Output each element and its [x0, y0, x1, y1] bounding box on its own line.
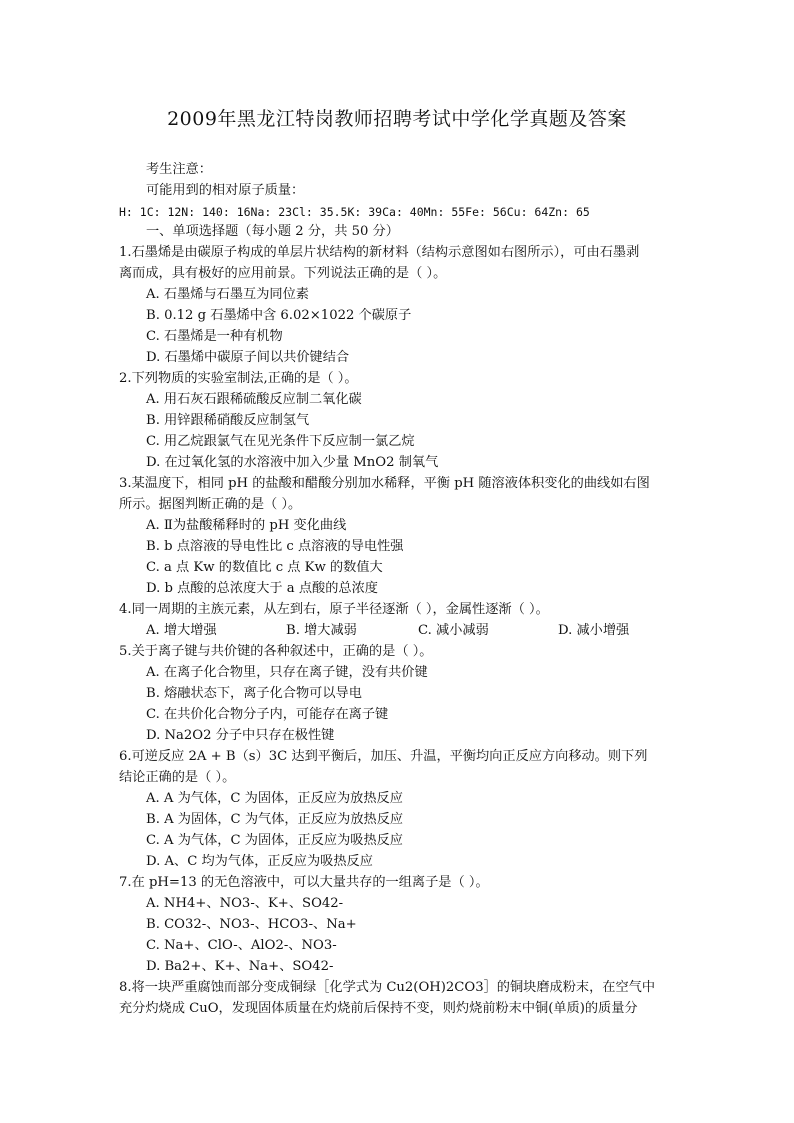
question-2-option-d: D. 在过氧化氢的水溶液中加入少量 MnO2 制氧气 — [146, 455, 439, 470]
notice-label: 考生注意： — [146, 162, 212, 177]
question-5-option-d: D. Na2O2 分子中只存在极性键 — [146, 728, 335, 743]
atomic-mass-values: H: 1C: 12N: 140: 16Na: 23Cl: 35.5K: 39Ca: 40Mn: 55Fe: 56Cu: 64Zn: 65 — [119, 205, 590, 219]
question-1-option-d: D. 石墨烯中碳原子间以共价键结合 — [146, 350, 350, 365]
question-8-stem-line-2: 充分灼烧成 CuO，发现固体质量在灼烧前后保持不变，则灼烧前粉末中铜(单质)的质量分 — [119, 1001, 638, 1016]
question-5-stem: 5.关于离子键与共价键的各种叙述中，正确的是（ ）。 — [119, 644, 433, 659]
question-3-stem-line-1: 3.某温度下，相同 pH 的盐酸和醋酸分别加水稀释，平衡 pH 随溶液体积变化的曲线如右图 — [119, 476, 650, 491]
question-4-option-c: C. 减小减弱 — [418, 623, 489, 638]
question-4-stem: 4.同一周期的主族元素，从左到右，原子半径逐渐（ ），金属性逐渐（ ）。 — [119, 602, 549, 617]
question-6-option-d: D. A、C 均为气体，正反应为吸热反应 — [146, 854, 373, 869]
question-4-option-b: B. 增大减弱 — [286, 623, 357, 638]
question-1-option-a: A. 石墨烯与石墨互为同位素 — [146, 287, 309, 302]
question-7-stem: 7.在 pH=13 的无色溶液中，可以大量共存的一组离子是（ ）。 — [119, 875, 489, 890]
question-7-option-c: C. Na+、ClO-、AlO2-、NO3- — [146, 938, 337, 953]
question-7-option-b: B. CO32-、NO3-、HCO3-、Na+ — [146, 917, 357, 932]
question-4-option-a: A. 增大增强 — [146, 623, 217, 638]
question-6-option-b: B. A 为固体，C 为气体，正反应为放热反应 — [146, 812, 404, 827]
section-heading: 一、单项选择题（每小题 2 分，共 50 分） — [146, 224, 399, 239]
question-1-option-b: B. 0.12 g 石墨烯中含 6.02×1022 个碳原子 — [146, 308, 412, 323]
question-2-option-a: A. 用石灰石跟稀硫酸反应制二氧化碳 — [146, 392, 362, 407]
question-8-stem-line-1: 8.将一块严重腐蚀而部分变成铜绿［化学式为 Cu2(OH)2CO3］的铜块磨成粉末，在空气中 — [119, 980, 656, 995]
question-1-option-c: C. 石墨烯是一种有机物 — [146, 329, 283, 344]
question-7-option-d: D. Ba2+、K+、Na+、SO42- — [146, 959, 334, 974]
question-5-option-a: A. 在离子化合物里，只存在离子键，没有共价键 — [146, 665, 428, 680]
atomic-mass-label: 可能用到的相对原子质量： — [146, 183, 305, 198]
question-3-stem-line-2: 所示。据图判断正确的是（ ）。 — [119, 497, 302, 512]
question-7-option-a: A. NH4+、NO3-、K+、SO42- — [146, 896, 344, 911]
question-2-option-c: C. 用乙烷跟氯气在见光条件下反应制一氯乙烷 — [146, 434, 415, 449]
question-3-option-c: C. a 点 Kw 的数值比 c 点 Kw 的数值大 — [146, 560, 383, 575]
question-1-stem-line-2: 离而成，具有极好的应用前景。下列说法正确的是（ ）。 — [119, 266, 447, 281]
question-1-stem-line-1: 1.石墨烯是由碳原子构成的单层片状结构的新材料（结构示意图如右图所示），可由石墨剥 — [119, 245, 640, 260]
question-5-option-b: B. 熔融状态下，离子化合物可以导电 — [146, 686, 362, 701]
question-6-stem-line-1: 6.可逆反应 2A + B（s）3C 达到平衡后，加压、升温，平衡均向正反应方向移动。则下列 — [119, 749, 648, 764]
page-title: 2009年黑龙江特岗教师招聘考试中学化学真题及答案 — [167, 108, 627, 130]
question-2-stem: 2.下列物质的实验室制法,正确的是（ ）。 — [119, 371, 358, 386]
question-3-option-d: D. b 点酸的总浓度大于 a 点酸的总浓度 — [146, 581, 378, 596]
question-4-option-d: D. 减小增强 — [558, 623, 630, 638]
question-6-stem-line-2: 结论正确的是（ ）。 — [119, 770, 236, 785]
question-6-option-c: C. A 为气体，C 为固体，正反应为吸热反应 — [146, 833, 403, 848]
question-3-option-b: B. b 点溶液的导电性比 c 点溶液的导电性强 — [146, 539, 404, 554]
question-5-option-c: C. 在共价化合物分子内，可能存在离子键 — [146, 707, 389, 722]
question-2-option-b: B. 用锌跟稀硝酸反应制氢气 — [146, 413, 310, 428]
question-4-options — [146, 621, 666, 641]
question-6-option-a: A. A 为气体，C 为固体，正反应为放热反应 — [146, 791, 403, 806]
question-3-option-a: A. Ⅱ为盐酸稀释时的 pH 变化曲线 — [146, 518, 347, 533]
